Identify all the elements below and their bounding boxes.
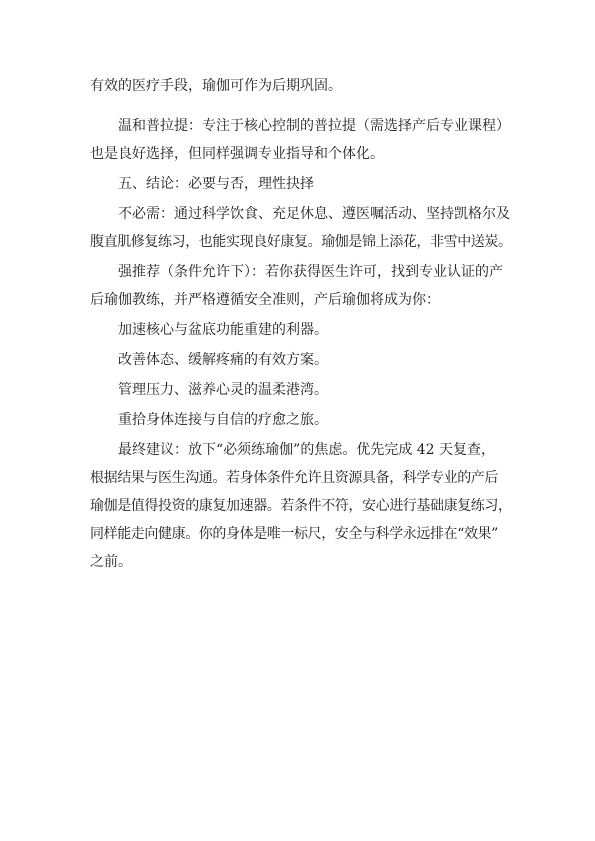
paragraph-line: 温和普拉提：专注于核心控制的普拉提（需选择产后专业课程） [118,118,510,134]
paragraph-line: 不必需：通过科学饮食、充足休息、遵医嘱活动、坚持凯格尔及 [118,206,510,222]
paragraph-line: 腹直肌修复练习，也能实现良好康复。瑜伽是锦上添花，非雪中送炭。 [90,234,512,250]
list-item: 加速核心与盆底功能重建的利器。 [118,322,328,338]
paragraph-line: 瑜伽是值得投资的康复加速器。若条件不符，安心进行基础康复练习， [90,498,512,514]
document-body [90,72,520,576]
paragraph-line: 强推荐（条件允许下）：若你获得医生许可，找到专业认证的产 [118,264,503,280]
section-heading: 五、结论：必要与否，理性抉择 [118,176,314,192]
paragraph-line: 根据结果与医生沟通。若身体条件允许且资源具备，科学专业的产后 [90,470,498,486]
list-item: 重拾身体连接与自信的疗愈之旅。 [118,412,328,428]
paragraph-line: 最终建议：放下“必须练瑜伽”的焦虑。优先完成 42 天复查， [118,442,496,458]
list-item: 改善体态、缓解疼痛的有效方案。 [118,352,328,368]
paragraph-line: 同样能走向健康。你的身体是唯一标尺，安全与科学永远排在“效果” [90,526,498,542]
paragraph-line: 后瑜伽教练，并严格遵循安全准则，产后瑜伽将成为你： [90,292,440,308]
list-item: 管理压力、滋养心灵的温柔港湾。 [118,382,328,398]
paragraph-line: 也是良好选择，但同样强调专业指导和个体化。 [90,146,384,162]
paragraph-line: 有效的医疗手段，瑜伽可作为后期巩固。 [90,78,342,94]
paragraph-line: 之前。 [90,554,132,570]
